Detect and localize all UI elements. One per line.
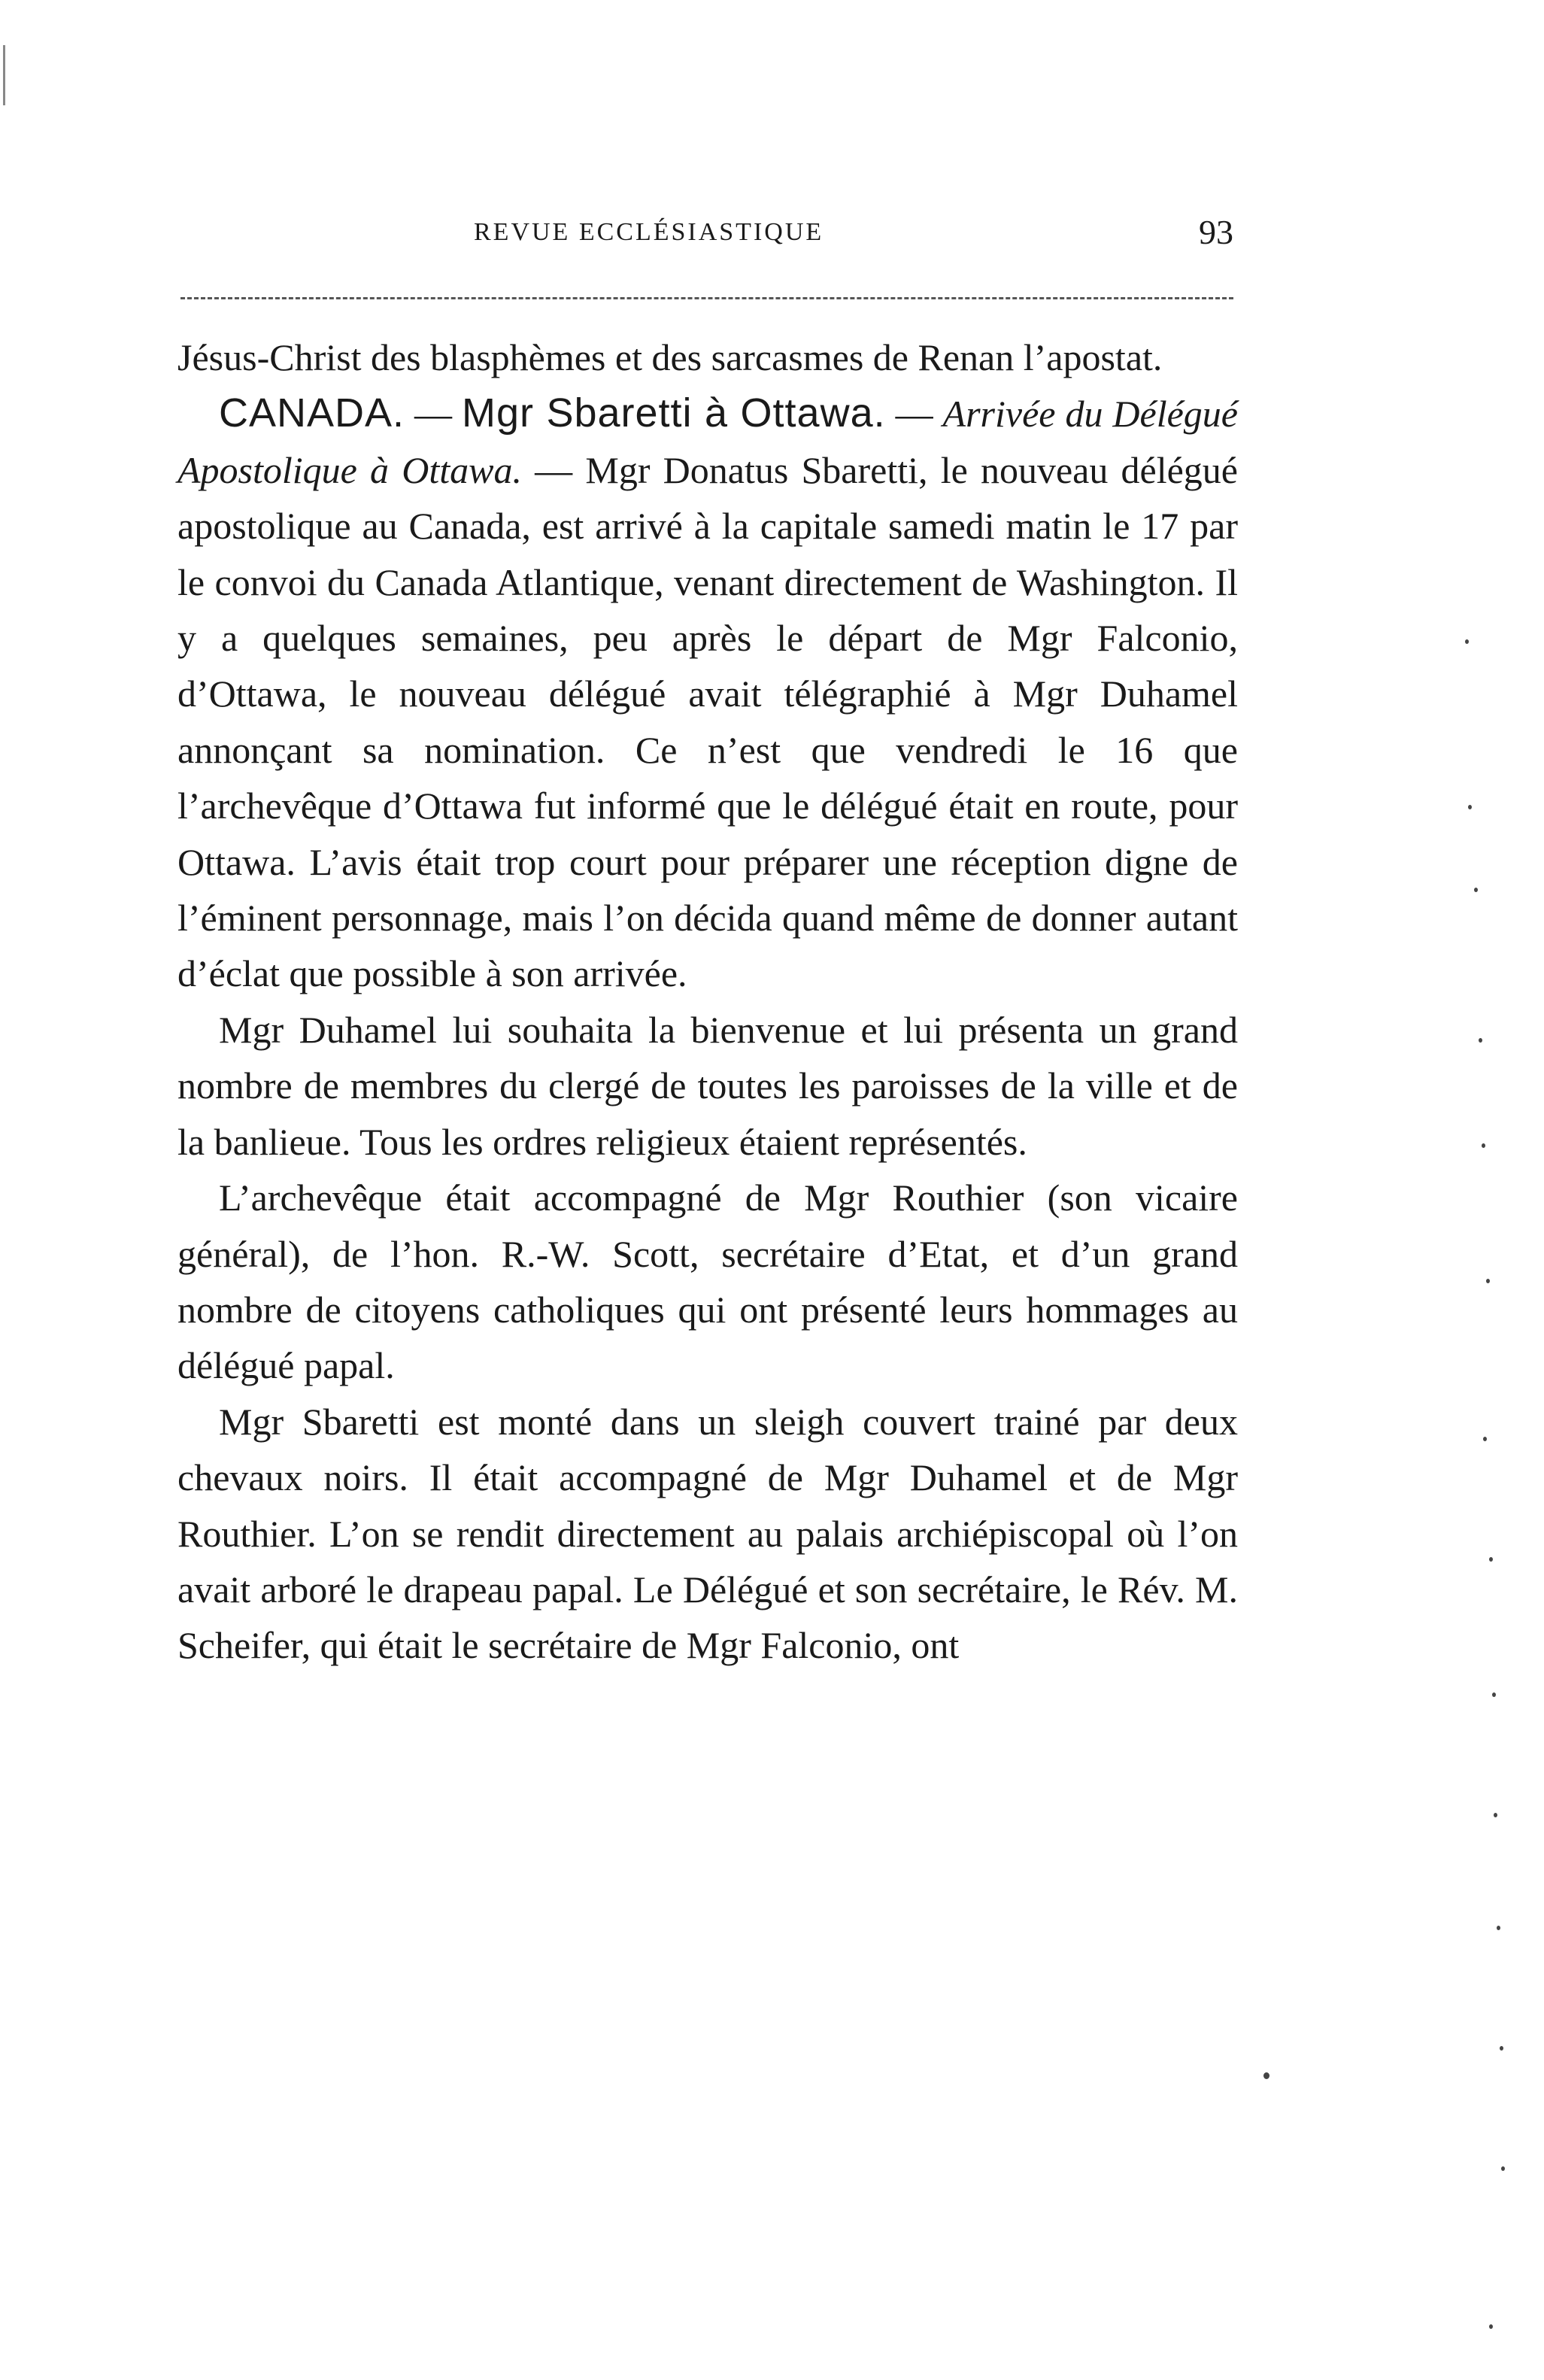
body-text (177, 329, 1238, 1674)
speckle (1500, 2046, 1503, 2051)
paragraph-canada (177, 385, 1238, 1001)
scan-edge-mark (3, 45, 5, 105)
speckle (1486, 1279, 1490, 1283)
page-header (180, 213, 1233, 263)
speckle (1497, 1926, 1500, 1930)
dash: — (885, 393, 943, 436)
running-title: REVUE ECCLÉSIASTIQUE (474, 218, 824, 246)
dash: — (521, 448, 586, 491)
page-number: 93 (1199, 213, 1233, 251)
speckle (1482, 1143, 1485, 1148)
paragraph-archbishop: L’archevêque était accompagné de Mgr Routhier (son vicaire général), de l’hon. R.-W. Scott, secrétaire d’Etat, et d’un grand nombre de citoyens catholiques qui ont présenté leurs hommages au délégué papal. (177, 1176, 1238, 1387)
section-subject: Mgr Sbaretti à Ottawa. (461, 390, 886, 436)
speckle (1483, 1437, 1487, 1441)
speckle (1468, 805, 1472, 809)
speckle (1479, 1038, 1482, 1043)
paragraph-sleigh: Mgr Sbaretti est monté dans un sleigh couvert trainé par deux chevaux noirs. Il était accompagné de Mgr Duhamel et de Mgr Routhier. L’on se rendit directement au palais archiépiscopal où l’on avait arboré le drapeau papal. Le Délégué et son secrétaire, le Rév. M. Scheifer, qui était le secrétaire de Mgr Falconio, ont (177, 1400, 1238, 1667)
italic-subtitle: Arrivée du Délégué Apostolique à Ottawa. (177, 393, 1238, 491)
speckle (1501, 2166, 1505, 2171)
paragraph-continuation: Jésus-Christ des blasphèmes et des sarcasmes de Renan l’apostat. (177, 336, 1163, 378)
dash: — (405, 393, 462, 436)
speckle (1474, 888, 1478, 892)
paragraph-text: Mgr Donatus Sbaretti, le nouveau délégué apostolique au Canada, est arrivé à la capitale samedi matin le 17 par le convoi du Canada Atlantique, venant directement de Washington. Il y a quelques semaines, peu après le départ de Mgr Falconio, d’Ottawa, le nouveau délégué avait télégraphié à Mgr Duhamel annonçant sa nomination. Ce n’est que vendredi le 16 que l’archevêque d’Ottawa fut informé que le délégué était en route, pour Ottawa. L’avis était trop court pour préparer une réception digne de l’éminent personnage, mais l’on décida quand même de donner autant d’éclat que possible à son arrivée. (177, 448, 1239, 995)
speckle (1492, 1692, 1496, 1697)
paragraph-welcome: Mgr Duhamel lui souhaita la bienvenue et lui présenta un grand nombre de membres du clergé de toutes les paroisses de la ville et de la banlieue. Tous les ordres religieux étaient représentés. (177, 1008, 1238, 1163)
speckle (1489, 1557, 1493, 1562)
section-heading: CANADA. (219, 390, 405, 436)
speckle (1489, 2324, 1493, 2329)
speckle (1465, 639, 1469, 644)
header-rule (180, 297, 1233, 299)
speckle (1263, 2072, 1269, 2079)
speckle (1494, 1813, 1497, 1817)
